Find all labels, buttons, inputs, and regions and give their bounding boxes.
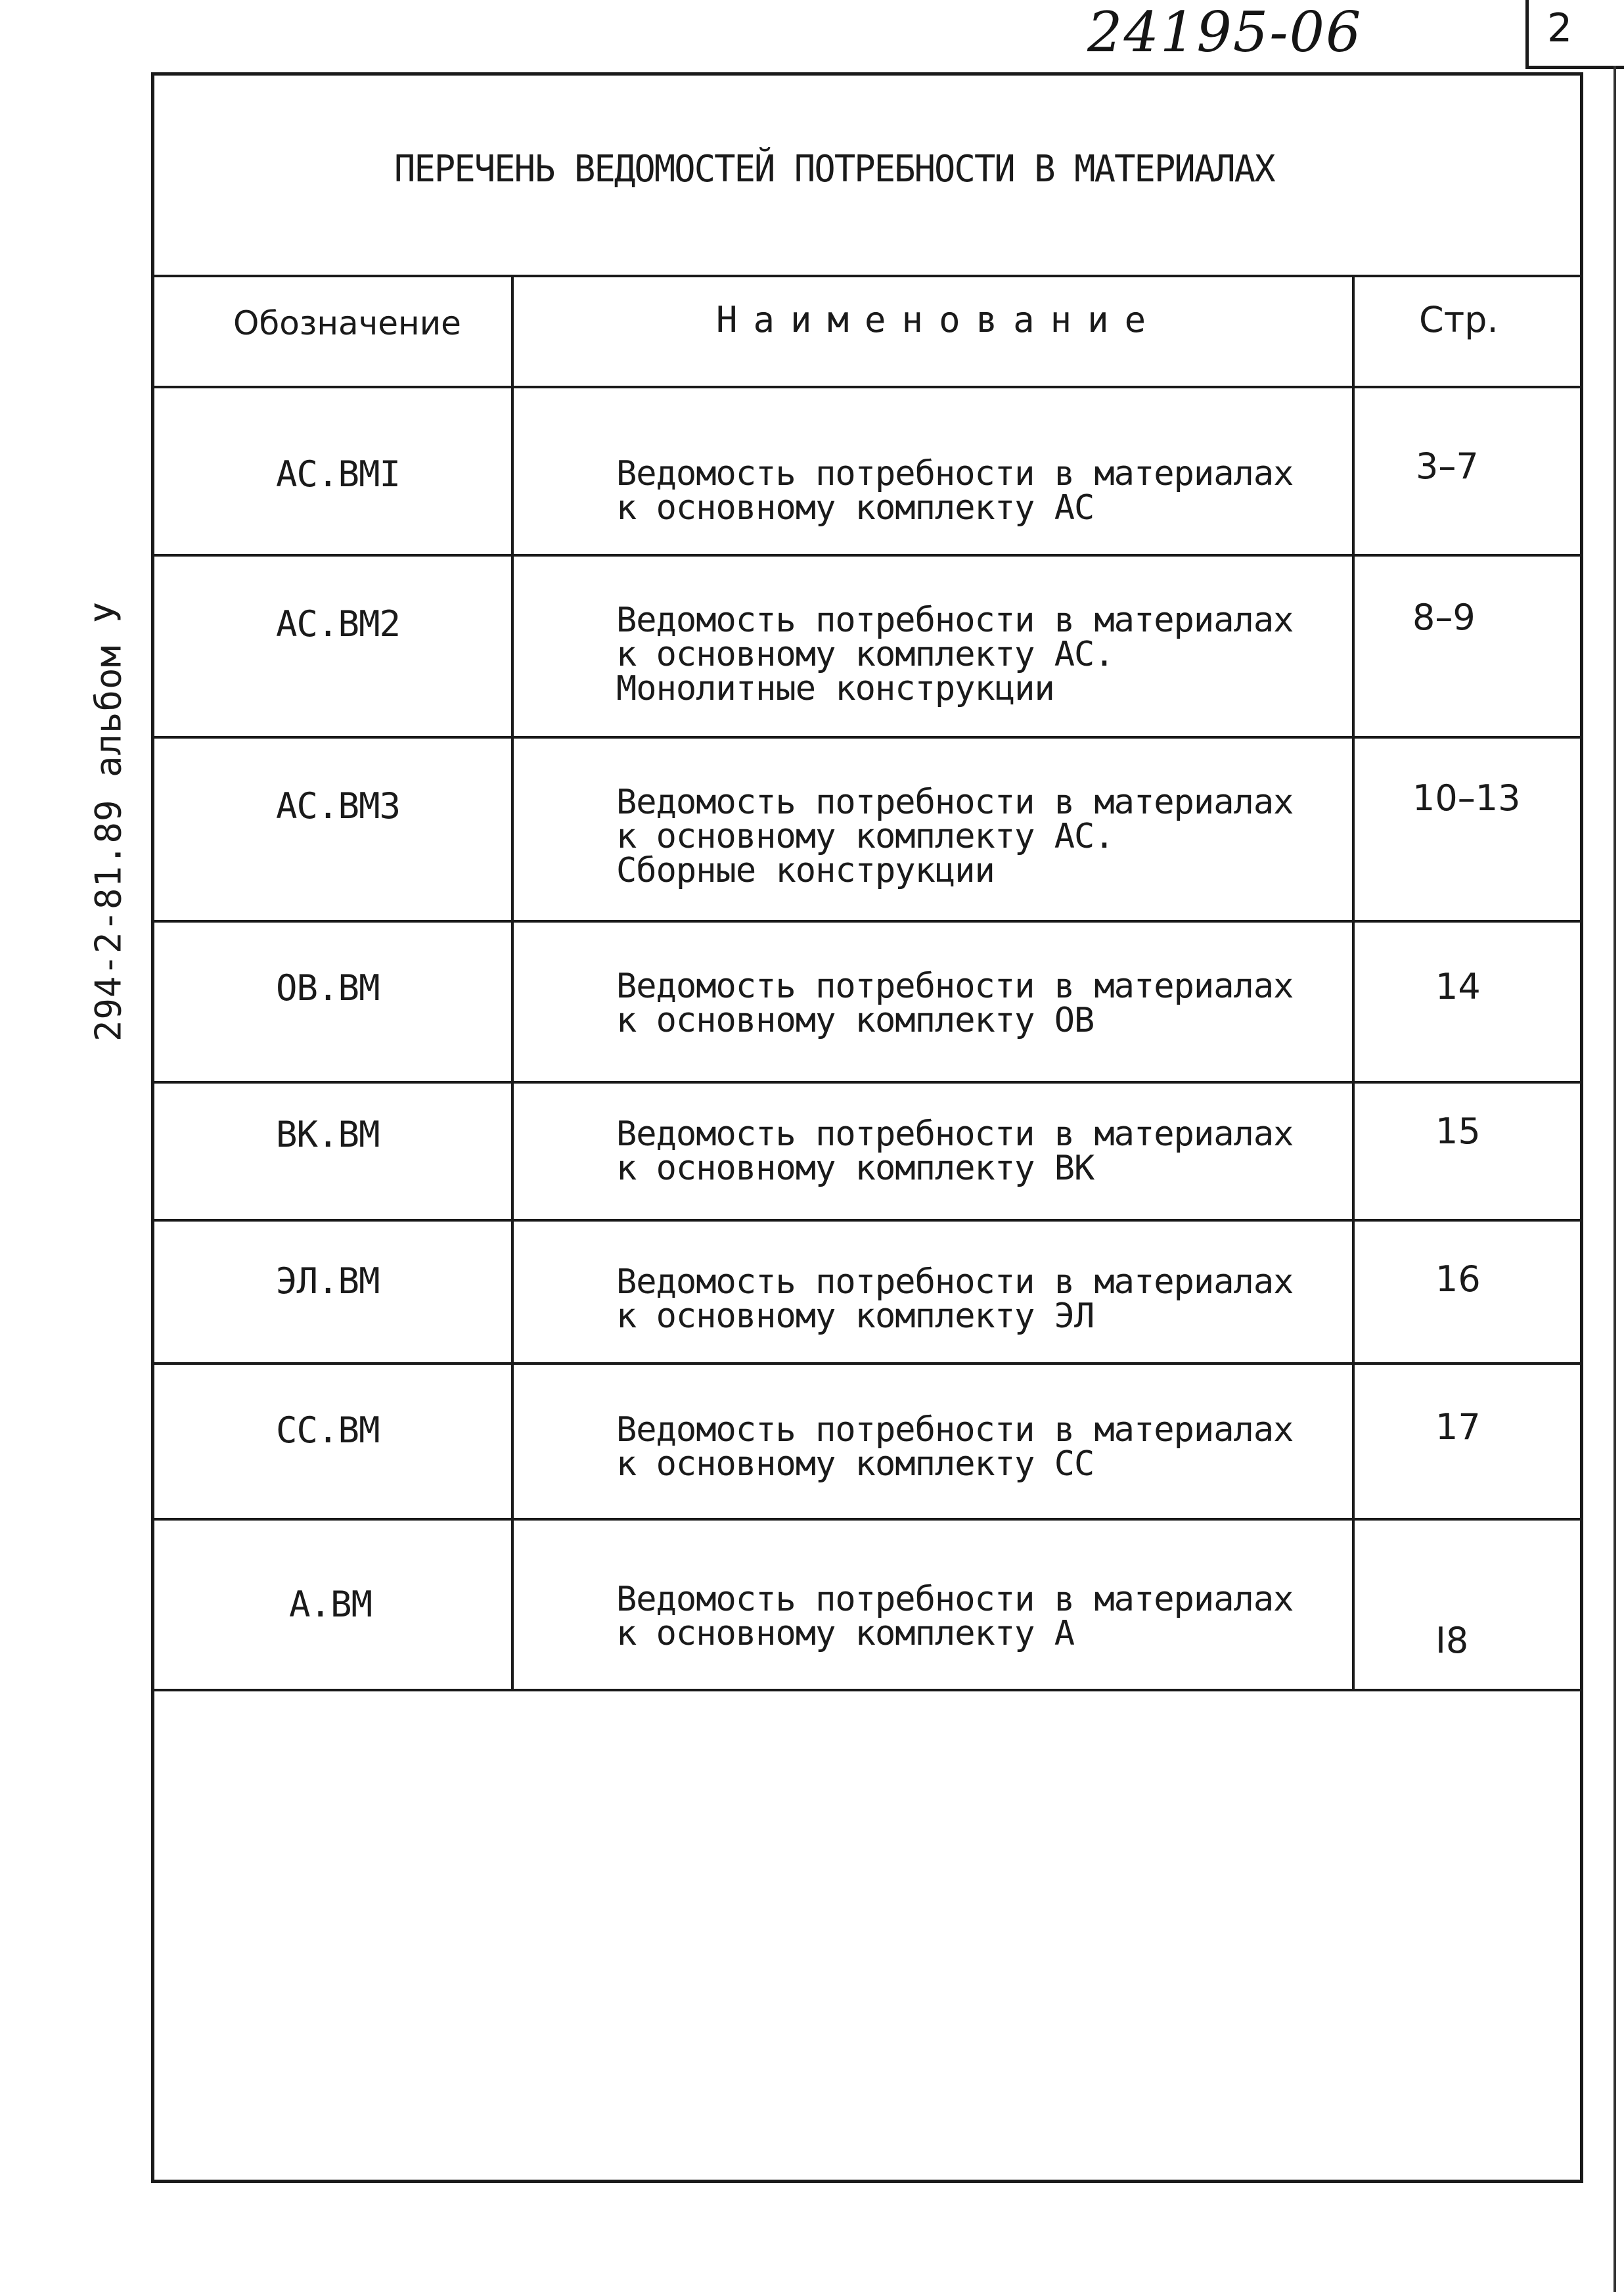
row-name (616, 454, 1294, 528)
row-name (616, 1582, 1293, 1651)
page-number: 2 (1547, 5, 1573, 51)
row-name-line: Монолитные конструкции (616, 669, 1054, 708)
row-divider (154, 1081, 1583, 1084)
row-name (616, 1410, 1294, 1484)
row-designation: АС.ВМI (276, 453, 401, 495)
row-name (616, 1114, 1294, 1188)
row-name (616, 969, 1293, 1038)
table-bottom-rule (154, 1689, 1583, 1691)
column-header-name: Наименование (716, 299, 1162, 340)
row-page-range: 15 (1435, 1111, 1481, 1152)
row-page-range: 8–9 (1412, 597, 1476, 638)
row-name-line: к основному комплекту А (616, 1614, 1075, 1653)
row-designation: ЭЛ.ВМ (276, 1260, 380, 1302)
row-name (616, 785, 1293, 888)
row-divider (154, 920, 1583, 923)
row-name-line: к основному комплекту СС (616, 1444, 1094, 1484)
row-designation: ВК.ВМ (276, 1114, 380, 1155)
scan-edge-line (1613, 66, 1616, 2292)
document-title: ПЕРЕЧЕНЬ ВЕДОМОСТЕЙ ПОТРЕБНОСТИ В МАТЕРИАЛАХ (394, 148, 1274, 191)
row-designation: А.ВМ (289, 1584, 372, 1625)
inventory-number: 24195-06 (1087, 0, 1363, 64)
row-name-line: Ведомость потребности в материалах (616, 1114, 1294, 1154)
page-number-box (1525, 0, 1624, 69)
row-name-line: Ведомость потребности в материалах (616, 783, 1294, 822)
table-top-rule (154, 275, 1583, 277)
row-name-line: Ведомость потребности в материалах (616, 967, 1294, 1006)
row-page-range: 10–13 (1412, 777, 1521, 819)
row-name-line: Ведомость потребности в материалах (616, 601, 1294, 640)
row-designation: ОВ.ВМ (276, 967, 380, 1009)
row-name-line: к основному комплекту ВК (616, 1149, 1094, 1188)
row-divider (154, 1219, 1583, 1222)
row-name-line: Ведомость потребности в материалах (616, 1262, 1294, 1302)
column-header-designation: Обозначение (233, 304, 461, 342)
row-page-range: 16 (1435, 1258, 1481, 1300)
row-name-line: Сборные конструкции (616, 851, 995, 890)
row-designation: АС.ВМ2 (276, 603, 401, 645)
column-divider (1352, 275, 1355, 1691)
column-divider (511, 275, 514, 1691)
row-page-range: 3–7 (1416, 446, 1479, 487)
row-page-range: 14 (1435, 966, 1481, 1007)
row-name-line: к основному комплекту ЭЛ (616, 1296, 1094, 1336)
row-name (616, 603, 1293, 706)
row-name-line: к основному комплекту АС. (616, 817, 1114, 856)
row-divider (154, 1518, 1583, 1521)
row-page-range: 17 (1435, 1406, 1481, 1448)
row-name-line: Ведомость потребности в материалах (616, 1410, 1294, 1450)
row-divider (154, 736, 1583, 739)
album-side-note: 294-2-81.89 альбом У (87, 601, 129, 1042)
row-divider (154, 554, 1583, 557)
header-bottom-rule (154, 386, 1583, 388)
row-name (616, 1262, 1294, 1336)
row-name-line: Ведомость потребности в материалах (616, 1580, 1294, 1619)
row-page-range: I8 (1435, 1620, 1469, 1661)
row-designation: АС.ВМ3 (276, 785, 401, 827)
row-name-line: Ведомость потребности в материалах (616, 454, 1294, 493)
row-name-line: к основному комплекту АС. (616, 635, 1114, 674)
row-name-line: к основному комплекту ОВ (616, 1001, 1094, 1040)
row-designation: СС.ВМ (276, 1410, 380, 1451)
row-name-line: к основному комплекту АС (616, 488, 1094, 528)
row-divider (154, 1362, 1583, 1365)
column-header-page: Стр. (1419, 299, 1499, 340)
